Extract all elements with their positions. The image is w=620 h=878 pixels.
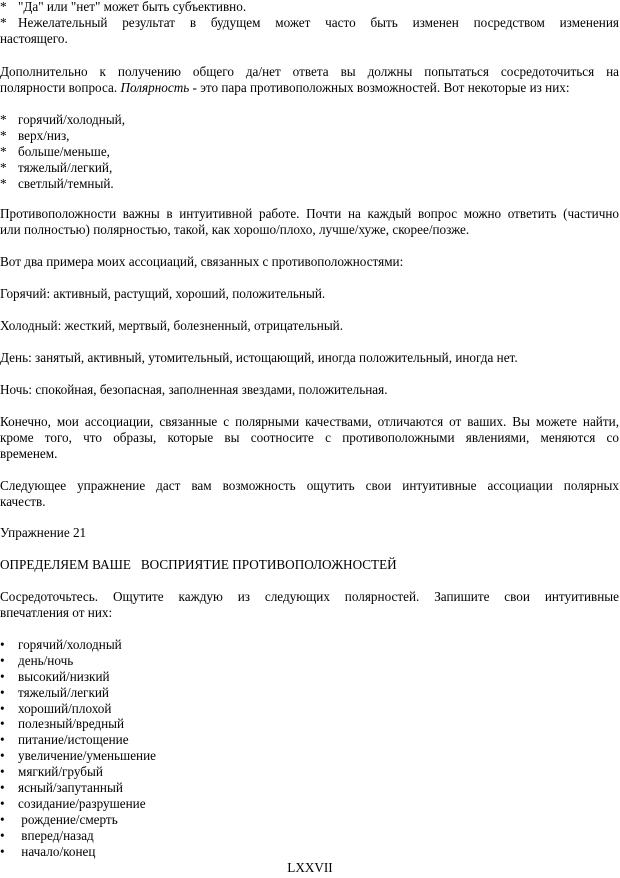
star-marker: * (0, 0, 7, 14)
list-item: * горячий/холодный, (0, 112, 126, 127)
list-item: • горячий/холодный (0, 637, 122, 652)
list-item: • питание/истощение (0, 732, 129, 748)
association-day: День: занятый, активный, утомительный, истощающий, иногда положительный, иногда нет. (0, 350, 518, 365)
paragraph-examples-intro: Вот два примера моих ассоциаций, связанных с противоположностями: (0, 254, 404, 269)
list-item: • тяжелый/легкий (0, 684, 109, 700)
exercise-title: ОПРЕДЕЛЯЕМ ВАШЕ ВОСПРИЯТИЕ ПРОТИВОПОЛОЖНОСТЕЙ (0, 557, 397, 572)
list-item: * верх/низ, (0, 128, 70, 143)
exercise-number: Упражнение 21 (0, 525, 87, 540)
list-item: • ясный/запутанный (0, 780, 123, 796)
list-item: • начало/конец (0, 843, 96, 859)
list-item: • созидание/разрушение (0, 795, 146, 811)
list-item-continuation: настоящего. (0, 31, 68, 46)
list-item: • хороший/плохой (0, 700, 112, 716)
polarity-examples-list (0, 112, 619, 192)
list-item: * больше/меньше, (0, 144, 110, 159)
paragraph-next-exercise: Следующее упражнение даст вам возможность ощутить свои интуитивные ассоциации полярных качеств. (0, 478, 619, 509)
association-hot: Горячий: активный, растущий, хороший, положительный. (0, 286, 326, 301)
association-night: Ночь: спокойная, безопасная, заполненная звездами, положительная. (0, 382, 388, 397)
association-cold: Холодный: жесткий, мертвый, болезненный, отрицательный. (0, 318, 344, 333)
list-item: * светлый/темный. (0, 176, 114, 191)
list-item: * Нежелательный результат в будущем может часто быть изменен посредством изменения (0, 15, 619, 30)
list-item: • мягкий/грубый (0, 764, 103, 780)
paragraph-polarity: Дополнительно к получению общего да/нет ответа вы должны попытаться сосредоточиться на полярности вопроса. Полярность - это пара противоположных возможностей. Вот некоторые из них: (0, 64, 619, 95)
page-number: LXXVII (287, 860, 333, 875)
list-item: • вперед/назад (0, 827, 94, 843)
top-star-list (0, 0, 619, 47)
list-item: • рождение/смерть (0, 811, 118, 827)
list-item: • увеличение/уменьшение (0, 748, 157, 764)
exercise-instructions: Сосредоточьтесь. Ощутите каждую из следующих полярностей. Запишите свои интуитивные впечатления от них: (0, 589, 619, 620)
polarity-term: Полярность (120, 80, 190, 95)
list-item: • день/ночь (0, 652, 74, 668)
list-item: * "Да" или "нет" может быть субъективно. (0, 0, 247, 14)
list-item: * тяжелый/легкий, (0, 160, 113, 175)
exercise-polarities-list (0, 637, 619, 859)
star-marker: * (0, 15, 7, 30)
paragraph-opposites: Противоположности важны в интуитивной работе. Почти на каждый вопрос можно ответить (частично или полностью) полярностью, такой, как хорошо/плохо, лучше/хуже, скорее/позже. (0, 206, 619, 237)
list-item: • полезный/вредный (0, 716, 125, 732)
paragraph-associations-differ: Конечно, мои ассоциации, связанные с полярными качествами, отличаются от ваших. Вы можете найти, кроме того, что образы, которые вы соотносите с противоположными явлениями, меняются со временем. (0, 414, 619, 461)
list-item: • высокий/низкий (0, 668, 110, 684)
